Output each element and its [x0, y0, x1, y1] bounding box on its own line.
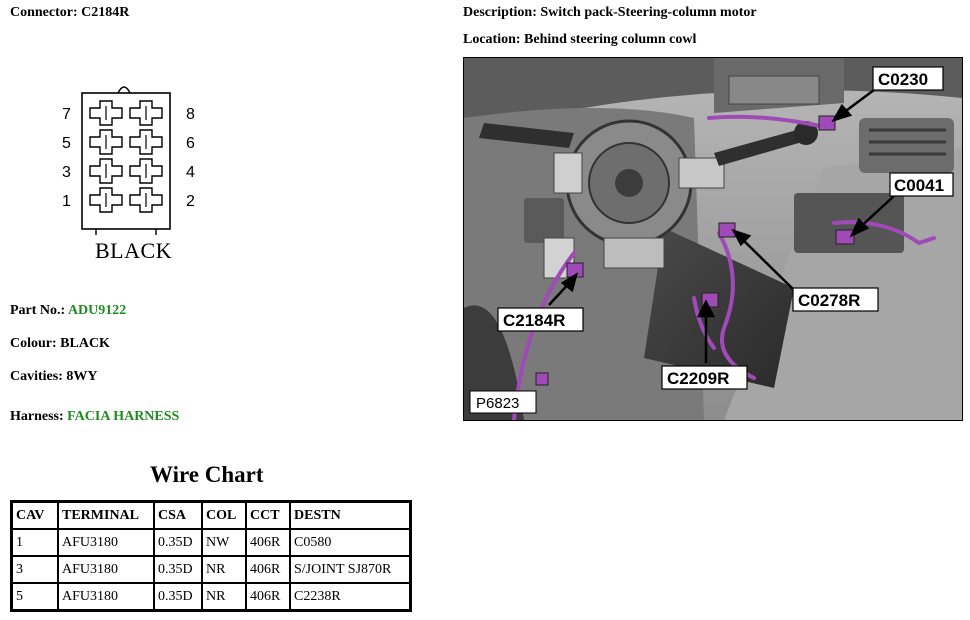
cell-cav: 5 — [12, 583, 59, 611]
table-header-row — [12, 502, 411, 530]
table-row — [12, 556, 411, 583]
column-header-col: COL — [202, 502, 246, 530]
connector-face-diagram — [40, 75, 220, 240]
cell-col: NW — [202, 529, 246, 556]
harness-line — [10, 409, 179, 425]
pin-label-6: 6 — [186, 135, 195, 152]
table-row — [12, 529, 411, 556]
cell-cct: 406R — [246, 556, 290, 583]
pin-label-7: 7 — [62, 106, 71, 123]
cell-cct: 406R — [246, 583, 290, 611]
pin-label-5: 5 — [62, 135, 71, 152]
callout-c2209r: C2209R — [667, 369, 730, 388]
cell-csa: 0.35D — [154, 583, 202, 611]
callout-c0041: C0041 — [894, 176, 945, 195]
column-header-cct: CCT — [246, 502, 290, 530]
cell-destn: S/JOINT SJ870R — [290, 556, 411, 583]
location-label: Location: Behind steering column cowl — [463, 32, 697, 47]
pin-label-2: 2 — [186, 193, 195, 210]
column-header-csa: CSA — [154, 502, 202, 530]
harness-value: FACIA HARNESS — [67, 409, 180, 424]
harness-label: Harness: — [10, 409, 64, 424]
pin-label-4: 4 — [186, 164, 195, 181]
cell-terminal: AFU3180 — [58, 556, 154, 583]
table-row — [12, 583, 411, 611]
part-number-line — [10, 303, 126, 319]
callout-c2184r: C2184R — [503, 311, 566, 330]
cell-destn: C2238R — [290, 583, 411, 611]
callout-c0230: C0230 — [878, 70, 929, 89]
pin-label-8: 8 — [186, 106, 195, 123]
description-label: Description: Switch pack-Steering-column motor — [463, 5, 757, 20]
cell-csa: 0.35D — [154, 556, 202, 583]
cell-destn: C0580 — [290, 529, 411, 556]
cell-terminal: AFU3180 — [58, 583, 154, 611]
figure-id: P6823 — [476, 395, 520, 412]
callout-c0278r: C0278R — [798, 291, 861, 310]
connector-label: Connector: C2184R — [10, 5, 130, 20]
cell-cav: 1 — [12, 529, 59, 556]
cell-col: NR — [202, 556, 246, 583]
part-number-label: Part No.: — [10, 303, 66, 318]
cell-csa: 0.35D — [154, 529, 202, 556]
cell-cct: 406R — [246, 529, 290, 556]
column-header-cav: CAV — [12, 502, 59, 530]
pin-label-3: 3 — [62, 164, 71, 181]
cell-col: NR — [202, 583, 246, 611]
connector-colour-label: BLACK — [95, 238, 173, 263]
column-header-destn: DESTN — [290, 502, 411, 530]
cavities-line: Cavities: 8WY — [10, 369, 98, 384]
wire-chart-title: Wire Chart — [150, 462, 264, 487]
part-number-value: ADU9122 — [67, 303, 127, 318]
colour-line: Colour: BLACK — [10, 336, 110, 351]
pin-label-1: 1 — [62, 193, 71, 210]
column-header-terminal: TERMINAL — [58, 502, 154, 530]
cell-cav: 3 — [12, 556, 59, 583]
wire-chart-table — [10, 500, 412, 612]
photo-illustration — [464, 58, 962, 420]
location-photo — [463, 57, 963, 421]
cell-terminal: AFU3180 — [58, 529, 154, 556]
